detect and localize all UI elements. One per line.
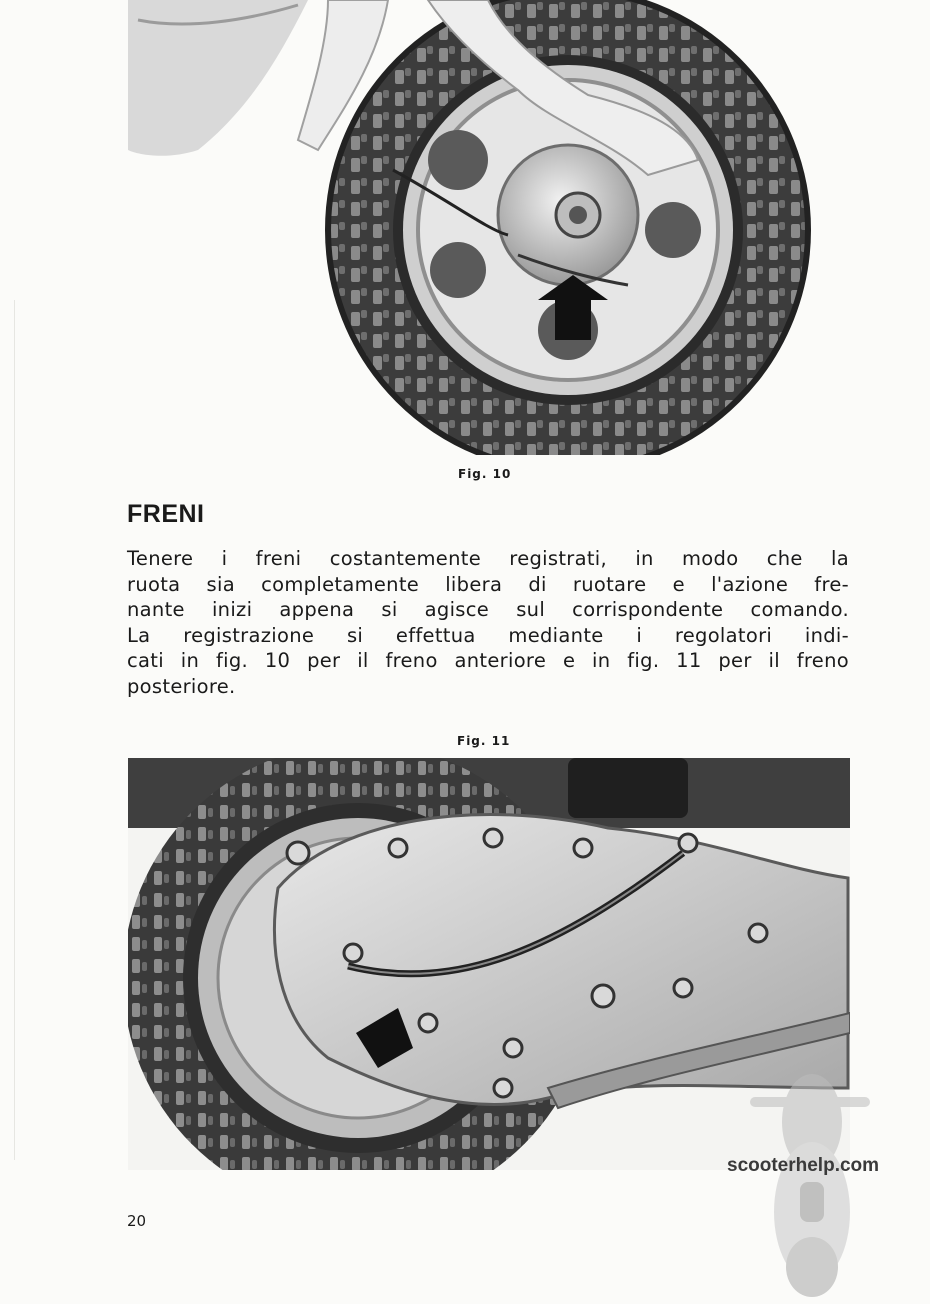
body-line: La registrazione si effettua mediante i regolatori indi-	[127, 623, 849, 647]
page-edge-rule	[14, 300, 15, 1160]
body-line: Tenere i freni costantemente registrati, in modo che la	[127, 547, 849, 570]
fig11-caption: Fig. 11	[457, 734, 511, 748]
body-line: nante inizi appena si agisce sul corrispondente comando.	[127, 598, 849, 622]
fig10-caption: Fig. 10	[458, 467, 512, 481]
body-paragraph	[127, 546, 849, 700]
scooter-logo-icon	[720, 1062, 920, 1300]
body-line: posteriore.	[127, 674, 236, 698]
body-line: cati in fig. 10 per il freno anteriore e in fig. 11 per il freno	[127, 649, 849, 673]
section-heading: FRENI	[127, 500, 205, 528]
page-number: 20	[127, 1212, 147, 1230]
fig10-front-wheel-photo	[128, 0, 828, 455]
body-line: ruota sia completamente libera di ruotare e l'azione fre-	[127, 572, 849, 596]
watermark-text: scooterhelp.com	[727, 1155, 880, 1176]
